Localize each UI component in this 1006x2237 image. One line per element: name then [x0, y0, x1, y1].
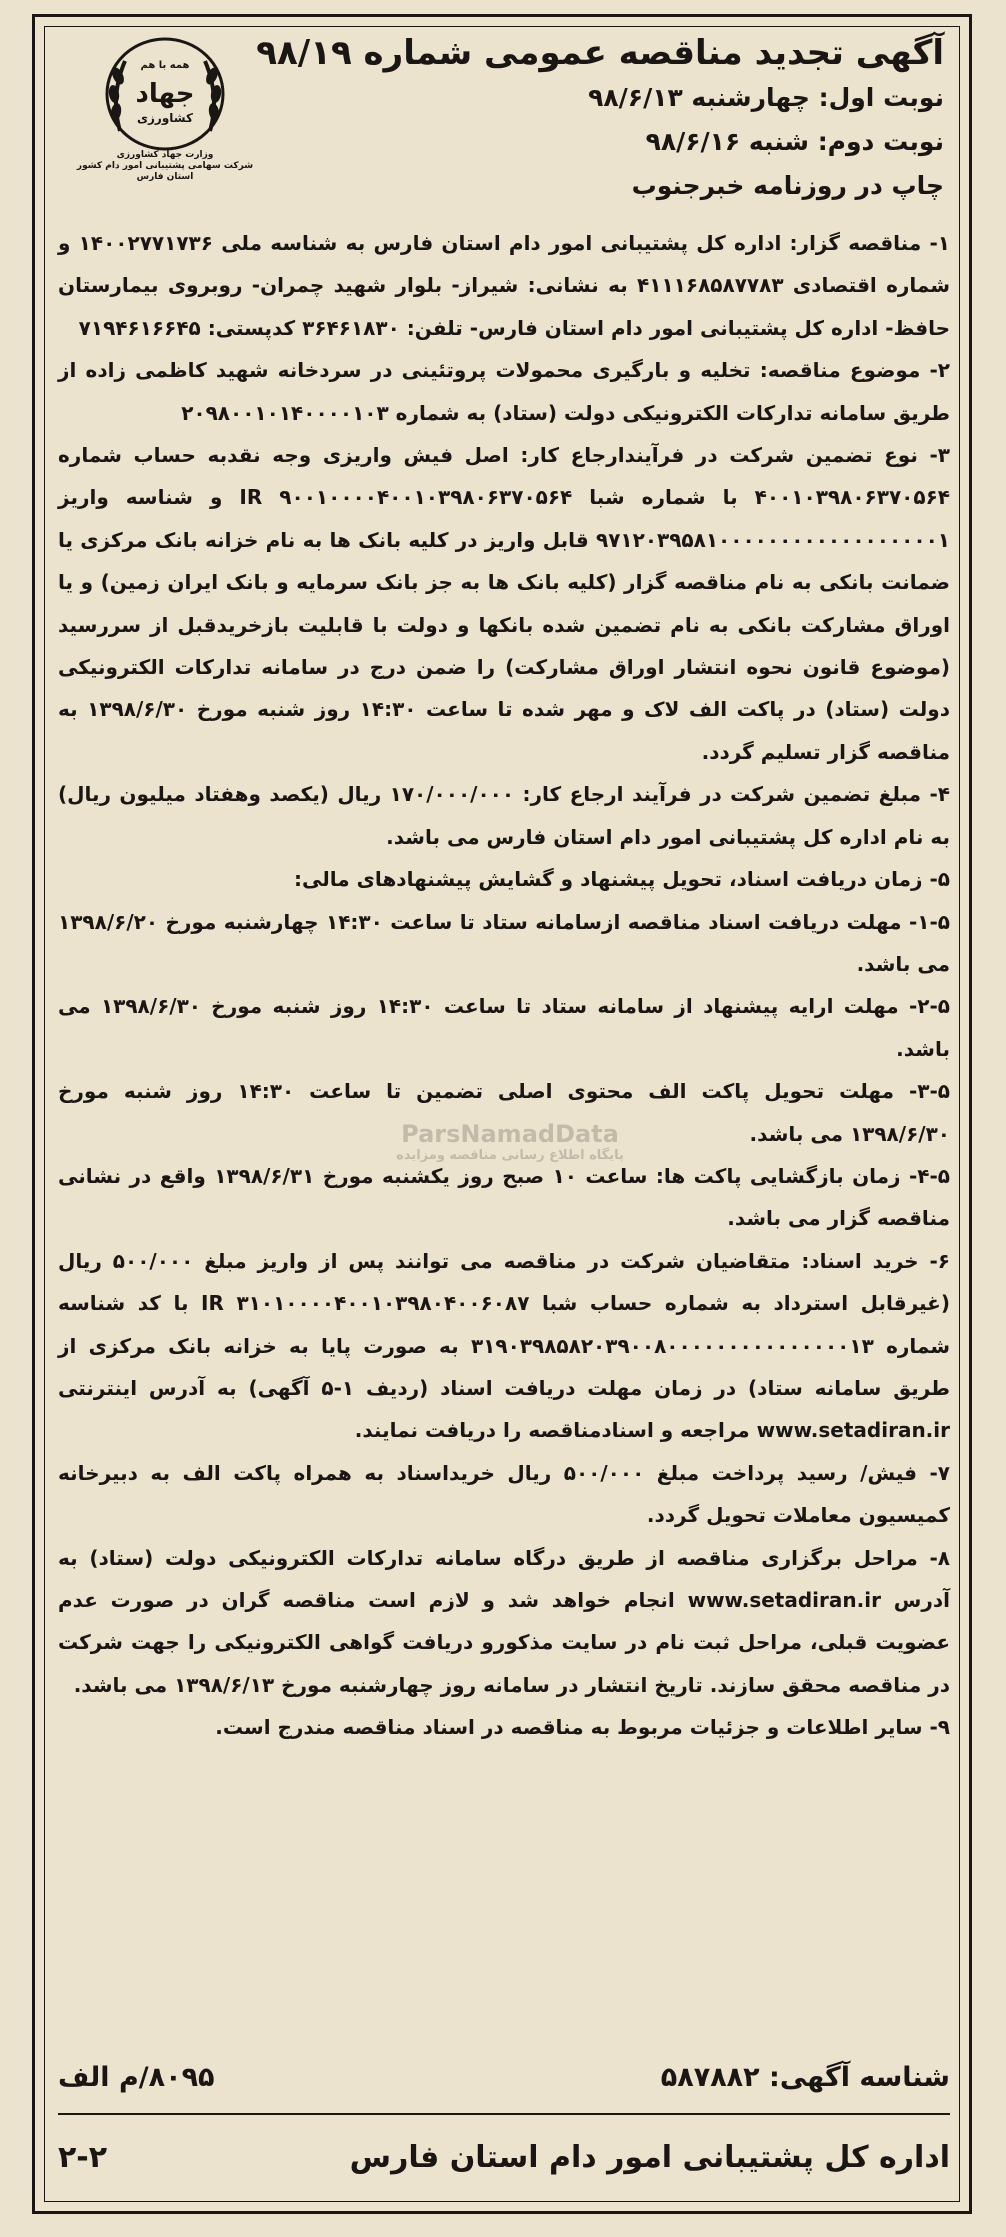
logo-caption: [70, 150, 260, 183]
clause-5-4: ۴-۵- زمان بازگشایی پاکت ها: ساعت ۱۰ صبح روز یکشنبه مورخ ۱۳۹۸/۶/۳۱ واقع در نشانی مناقصه گزار می باشد.: [58, 1163, 950, 1231]
logo-emblem: [80, 36, 250, 156]
second-round-date: نوبت دوم: شنبه ۹۸/۶/۱۶: [645, 127, 944, 156]
jahad-keshavarzi-logo: [80, 36, 250, 216]
clause-5-3: ۳-۵- مهلت تحویل پاکت الف محتوی اصلی تضمین تا ساعت ۱۴:۳۰ روز شنبه مورخ ۱۳۹۸/۶/۳۰ می باشد.: [58, 1079, 950, 1146]
logo-caption-line: شرکت سهامی پشتیبانی امور دام کشور: [76, 161, 254, 171]
watermark-subtext: پایگاه اطلاع رسانی مناقصه ومزایده: [396, 1148, 624, 1163]
logo-caption-line: استان فارس: [136, 172, 194, 182]
ad-reference: ۸۰۹۵/م الف: [58, 2062, 215, 2093]
clause-9: ۹- سایر اطلاعات و جزئیات مربوط به مناقصه در اسناد مناقصه مندرج است.: [215, 1715, 950, 1740]
logo-top-text: همه با هم: [140, 60, 190, 71]
first-round-date: نوبت اول: چهارشنبه ۹۸/۶/۱۳: [588, 83, 944, 112]
footer-divider: [58, 2113, 950, 2115]
ad-footer: [58, 2130, 950, 2186]
clause-7: ۷- فیش/ رسید پرداخت مبلغ ۵۰۰/۰۰۰ ریال خریداسناد به همراه پاکت الف به دبیرخانه کمیسیون معاملات تحویل گردد.: [58, 1460, 950, 1528]
logo-caption-line: وزارت جهاد کشاورزی: [116, 150, 214, 160]
newspaper-name: چاپ در روزنامه خبرجنوب: [631, 171, 944, 200]
ad-header: [256, 30, 944, 208]
ad-title: آگهی تجدید مناقصه عمومی شماره ۹۸/۱۹: [256, 33, 944, 73]
clause-5-1: ۱-۵- مهلت دریافت اسناد مناقصه ازسامانه ستاد تا ساعت ۱۴:۳۰ چهارشنبه مورخ ۱۳۹۸/۶/۲۰ می باشد.: [58, 909, 950, 976]
clause-5-2: ۲-۵- مهلت ارایه پیشنهاد از سامانه ستاد تا ساعت ۱۴:۳۰ روز شنبه مورخ ۱۳۹۸/۶/۳۰ می باشد.: [58, 994, 950, 1061]
clause-1: ۱- مناقصه گزار: اداره کل پشتیبانی امور دام استان فارس به شناسه ملی ۱۴۰۰۲۷۷۱۷۳۶ و شماره اقتصادی ۴۱۱۱۶۸۵۸۷۷۸۳ به نشانی: شیراز- بلوار شهید چمران- روبروی بیمارستان حافظ- اداره کل پشتیبانی امور دام استان فارس- تلفن: ۳۶۴۶۱۸۳۰ کدپستی: ۷۱۹۴۶۱۶۶۴۵: [58, 231, 950, 340]
watermark-text: ParsNamadData: [401, 1120, 619, 1148]
ad-code-line: [58, 2058, 950, 2098]
clause-5: ۵- زمان دریافت اسناد، تحویل پیشنهاد و گشایش پیشنهادهای مالی:: [294, 867, 950, 892]
clause-4: ۴- مبلغ تضمین شرکت در فرآیند ارجاع کار: ۱۷۰/۰۰۰/۰۰۰ ریال (یکصد وهفتاد میلیون ریال) به نام اداره کل پشتیبانی امور دام استان فارس می باشد.: [58, 782, 950, 849]
organization-name: اداره کل پشتیبانی امور دام استان فارس: [349, 2140, 950, 2175]
page-marker: ۲-۲: [58, 2140, 108, 2175]
logo-sub-text: کشاورزی: [137, 111, 193, 125]
logo-main-text: جهاد: [135, 79, 195, 109]
ad-id: شناسه آگهی: ۵۸۷۸۸۲: [660, 2062, 950, 2093]
clause-3: ۳- نوع تضمین شرکت در فرآیندارجاع کار: اصل فیش واریزی وجه نقدبه حساب شماره ۴۰۰۱۰۳۹۸۰۶۳۷۰۵۶۴ با شماره شبا IR ۹۰۰۱۰۰۰۰۴۰۰۱۰۳۹۸۰۶۳۷۰۵۶۴ و شناسه واریز ۹۷۱۲۰۳۹۵۸۱۰۰۰۰۰۰۰۰۰۰۰۰۰۰۰۰۰۰۱ قابل واریز در کلیه بانک ها به نام خزانه بانک مرکزی یا ضمانت بانکی به نام مناقصه گزار (کلیه بانک ها به جز بانک سرمایه و بانک ایران زمین) و یا اوراق مشارکت بانکی به نام تضمین شده بانکها و دولت با قابلیت بازخریدقبل از سررسید (موضوع قانون نحوه انتشار اوراق مشارکت) را ضمن درج در سامانه تدارکات الکترونیکی دولت (ستاد) در پاکت الف لاک و مهر شده تا ساعت ۱۴:۳۰ روز شنبه مورخ ۱۳۹۸/۶/۳۰ به مناقصه گزار تسلیم گردد.: [58, 443, 950, 764]
clause-8: ۸- مراحل برگزاری مناقصه از طریق درگاه سامانه تدارکات الکترونیکی دولت (ستاد) به آدرس www.setadiran.ir انجام خواهد شد و لازم است مناقصه گران در صورت عدم عضویت قبلی، مراحل ثبت نام در سایت مذکورو دریافت گواهی الکترونیکی را جهت شرکت در مناقصه محقق سازند. تاریخ انتشار در سامانه روز چهارشنبه مورخ ۱۳۹۸/۶/۱۳ می باشد.: [58, 1545, 950, 1697]
ad-body: [58, 222, 950, 1749]
clause-2: ۲- موضوع مناقصه: تخلیه و بارگیری محمولات پروتئینی در سردخانه شهید کاظمی زاده از طریق سامانه تدارکات الکترونیکی دولت (ستاد) به شماره ۲۰۹۸۰۰۱۰۱۴۰۰۰۰۱۰۳: [58, 358, 950, 425]
clause-6: ۶- خرید اسناد: متقاضیان شرکت در مناقصه می توانند پس از واریز مبلغ ۵۰۰/۰۰۰ ریال (غیرقابل استرداد به شماره حساب شبا IR ۳۱۰۱۰۰۰۰۴۰۰۱۰۳۹۸۰۴۰۰۶۰۸۷ با کد شناسه شماره ۳۱۹۰۳۹۸۵۸۲۰۳۹۰۰۸۰۰۰۰۰۰۰۰۰۰۰۰۰۰۰۱۳ به صورت پایا به خزانه بانک مرکزی از طریق سامانه ستاد) در زمان مهلت دریافت اسناد (ردیف ۱-۵ آگهی) به آدرس اینترنتی www.setadiran.ir مراجعه و اسنادمناقصه را دریافت نمایند.: [58, 1248, 951, 1443]
